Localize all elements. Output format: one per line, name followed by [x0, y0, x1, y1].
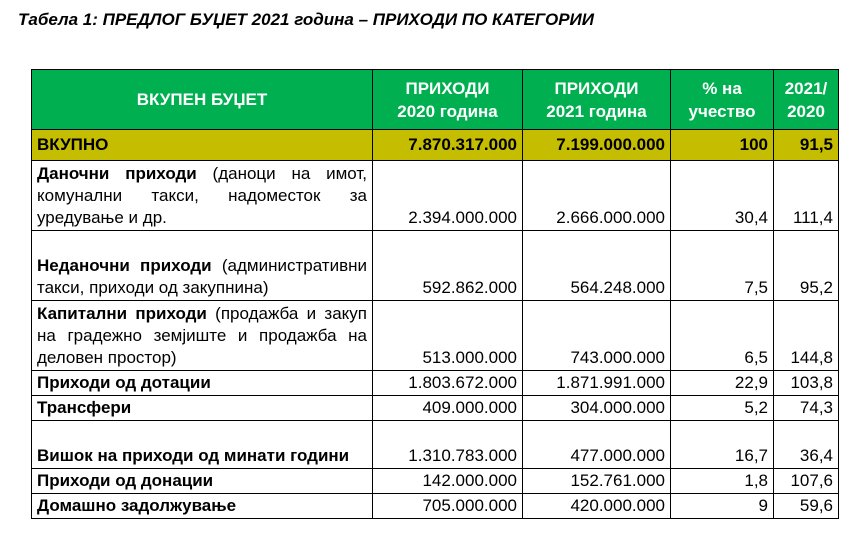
category-description — [32, 231, 373, 301]
revenue-2021-cell: 152.761.000 — [523, 469, 671, 494]
share-cell: 1,8 — [671, 469, 774, 494]
revenue-2021-cell: 1.871.991.000 — [523, 371, 671, 396]
header-total-budget: ВКУПЕН БУЏЕТ — [32, 70, 373, 130]
table-row — [32, 161, 839, 231]
category-note: (продажба и закуп на градежно земјиште и продажба на деловен простор) — [37, 304, 367, 367]
header-share — [671, 70, 774, 130]
header-share-line1: % на — [702, 78, 742, 98]
table-row — [32, 231, 839, 301]
header-revenue-2020 — [373, 70, 523, 130]
category-description — [32, 301, 373, 371]
category-description — [32, 421, 373, 469]
ratio-cell: 74,3 — [774, 396, 839, 421]
table-row — [32, 301, 839, 371]
category-label: Неданочни приходи — [37, 256, 212, 275]
table-row — [32, 469, 839, 494]
revenue-2021-cell: 420.000.000 — [523, 494, 671, 519]
ratio-cell: 144,8 — [774, 301, 839, 371]
total-revenue-2020: 7.870.317.000 — [373, 130, 523, 161]
revenue-2020-cell: 142.000.000 — [373, 469, 523, 494]
revenue-2020-cell: 2.394.000.000 — [373, 161, 523, 231]
category-label: Приходи од дотации — [37, 373, 211, 392]
category-note: (даноци на имот, комунални такси, надоместок за уредување и др. — [37, 164, 367, 227]
share-cell: 30,4 — [671, 161, 774, 231]
share-cell: 9 — [671, 494, 774, 519]
revenue-2020-cell: 1.803.672.000 — [373, 371, 523, 396]
table-row — [32, 421, 839, 469]
header-revenue-2021-line2: 2021 година — [546, 101, 647, 121]
category-note: (административни такси, приходи од закупнина) — [37, 256, 367, 297]
total-revenue-2021: 7.199.000.000 — [523, 130, 671, 161]
ratio-cell: 107,6 — [774, 469, 839, 494]
header-revenue-2021-line1: ПРИХОДИ — [554, 78, 639, 98]
share-cell: 7,5 — [671, 231, 774, 301]
header-ratio-line1: 2021/ — [784, 78, 828, 98]
category-description — [32, 396, 373, 421]
category-description — [32, 494, 373, 519]
revenue-table — [31, 69, 839, 519]
category-description — [32, 371, 373, 396]
total-row — [32, 130, 839, 161]
revenue-2021-cell: 2.666.000.000 — [523, 161, 671, 231]
category-rows — [32, 161, 839, 519]
category-description — [32, 161, 373, 231]
ratio-cell: 103,8 — [774, 371, 839, 396]
category-description — [32, 469, 373, 494]
header-share-line2: учество — [688, 101, 756, 121]
table-row — [32, 371, 839, 396]
revenue-2021-cell: 304.000.000 — [523, 396, 671, 421]
header-ratio-line2: 2020 — [787, 101, 825, 121]
revenue-2021-cell: 564.248.000 — [523, 231, 671, 301]
revenue-2021-cell: 477.000.000 — [523, 421, 671, 469]
table-caption: Табела 1: ПРЕДЛОГ БУЏЕТ 2021 година – ПРИХОДИ ПО КАТЕГОРИИ — [18, 10, 595, 29]
header-row — [32, 70, 839, 130]
ratio-cell: 59,6 — [774, 494, 839, 519]
revenue-2020-cell: 705.000.000 — [373, 494, 523, 519]
revenue-2021-cell: 743.000.000 — [523, 301, 671, 371]
header-revenue-2020-line2: 2020 година — [397, 101, 498, 121]
category-label: Трансфери — [37, 398, 132, 417]
share-cell: 16,7 — [671, 421, 774, 469]
category-label: Вишок на приходи од минати години — [37, 446, 350, 465]
share-cell: 22,9 — [671, 371, 774, 396]
revenue-2020-cell: 409.000.000 — [373, 396, 523, 421]
revenue-2020-cell: 513.000.000 — [373, 301, 523, 371]
total-share: 100 — [671, 130, 774, 161]
revenue-2020-cell: 592.862.000 — [373, 231, 523, 301]
share-cell: 6,5 — [671, 301, 774, 371]
header-ratio — [774, 70, 839, 130]
ratio-cell: 36,4 — [774, 421, 839, 469]
share-cell: 5,2 — [671, 396, 774, 421]
table-row — [32, 396, 839, 421]
table-row — [32, 494, 839, 519]
category-label: Приходи од донации — [37, 471, 214, 490]
category-label: Домашно задолжување — [37, 496, 237, 515]
total-ratio: 91,5 — [774, 130, 839, 161]
ratio-cell: 111,4 — [774, 161, 839, 231]
header-revenue-2020-line1: ПРИХОДИ — [405, 78, 490, 98]
header-revenue-2021 — [523, 70, 671, 130]
revenue-2020-cell: 1.310.783.000 — [373, 421, 523, 469]
category-label: Капитални приходи — [37, 304, 207, 323]
total-label: ВКУПНО — [32, 130, 373, 161]
category-label: Даночни приходи — [37, 164, 197, 183]
ratio-cell: 95,2 — [774, 231, 839, 301]
